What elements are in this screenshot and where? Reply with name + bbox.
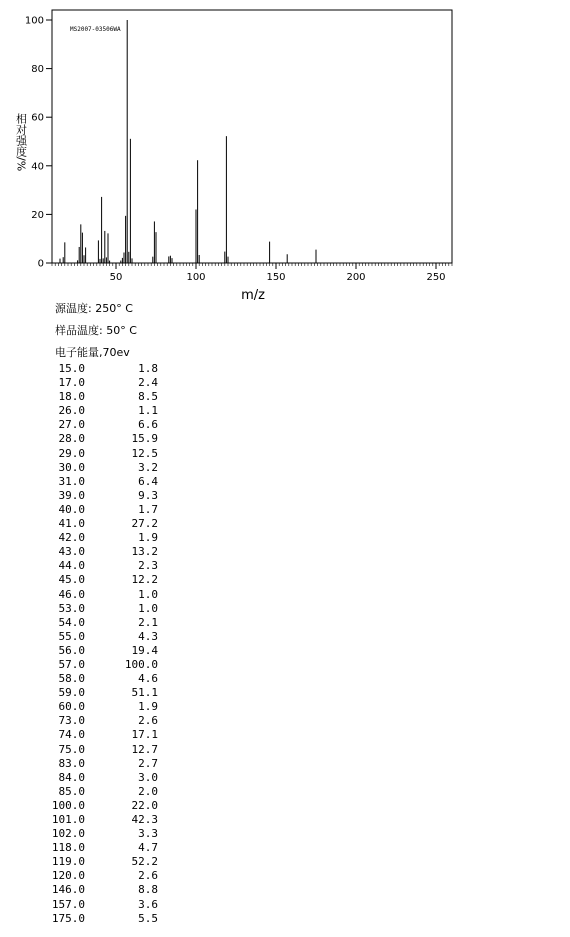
peak-mz-cell: 59.0 (58, 686, 85, 700)
peak-intensity-cell: 1.9 (138, 531, 158, 545)
peak-intensity-cell: 8.5 (138, 390, 158, 404)
peak-mz-cell: 27.0 (58, 418, 85, 432)
table-row (0, 390, 570, 404)
peak-intensity-cell: 2.0 (138, 784, 158, 798)
y-axis-label: 相对强度/% (14, 113, 28, 172)
table-row (0, 404, 570, 418)
table-row (0, 432, 570, 446)
y-tick-label: 100 (24, 15, 44, 27)
source-temperature: 源温度: 250° C (55, 302, 133, 315)
peak-table (0, 362, 570, 926)
peak-mz-cell: 18.0 (58, 390, 85, 404)
x-axis-ticks (110, 263, 446, 283)
peak-mz-cell: 120.0 (51, 869, 85, 883)
peak-intensity-cell: 52.2 (131, 855, 158, 869)
mass-spectrum-chart (0, 0, 570, 305)
table-row (0, 912, 570, 926)
peak-mz-cell: 75.0 (58, 742, 85, 756)
peak-intensity-cell: 1.0 (138, 601, 158, 615)
peak-mz-cell: 45.0 (58, 573, 85, 587)
table-row (0, 869, 570, 883)
peak-intensity-cell: 8.8 (138, 883, 158, 897)
peak-intensity-cell: 1.0 (138, 587, 158, 601)
peak-mz-cell: 60.0 (58, 700, 85, 714)
peak-mz-cell: 74.0 (58, 728, 85, 742)
peak-mz-cell: 40.0 (58, 502, 85, 516)
peak-mz-cell: 175.0 (51, 911, 85, 925)
peak-mz-cell: 102.0 (51, 827, 85, 841)
table-row (0, 531, 570, 545)
table-row (0, 898, 570, 912)
peak-intensity-cell: 6.6 (138, 418, 158, 432)
peak-mz-cell: 119.0 (51, 855, 85, 869)
peak-intensity-cell: 2.1 (138, 615, 158, 629)
table-row (0, 545, 570, 559)
peak-mz-cell: 42.0 (58, 531, 85, 545)
table-row (0, 376, 570, 390)
table-row (0, 728, 570, 742)
sample-temperature: 样品温度: 50° C (55, 324, 137, 337)
peak-intensity-cell: 4.3 (138, 629, 158, 643)
y-axis-ticks (25, 16, 52, 270)
table-row (0, 883, 570, 897)
peak-intensity-cell: 6.4 (138, 474, 158, 488)
y-tick-label: 80 (31, 64, 44, 76)
peak-mz-cell: 58.0 (58, 672, 85, 686)
peak-mz-cell: 100.0 (51, 798, 85, 812)
peak-mz-cell: 28.0 (58, 432, 85, 446)
x-tick-label: 50 (109, 272, 123, 283)
table-row (0, 503, 570, 517)
table-row (0, 700, 570, 714)
peak-intensity-cell: 5.5 (138, 911, 158, 925)
spectrum-id-annotation: MS2007-03506WA (70, 26, 121, 33)
peak-intensity-cell: 4.7 (138, 841, 158, 855)
peak-mz-cell: 31.0 (58, 474, 85, 488)
table-row (0, 644, 570, 658)
peak-intensity-cell: 3.6 (138, 897, 158, 911)
table-row (0, 362, 570, 376)
peak-intensity-cell: 2.6 (138, 869, 158, 883)
peak-intensity-cell: 1.7 (138, 502, 158, 516)
peak-intensity-cell: 13.2 (131, 545, 158, 559)
table-row (0, 602, 570, 616)
plot-frame (52, 10, 452, 263)
table-row (0, 630, 570, 644)
table-row (0, 588, 570, 602)
peak-mz-cell: 157.0 (51, 897, 85, 911)
peak-mz-cell: 30.0 (58, 460, 85, 474)
peak-mz-cell: 57.0 (58, 657, 85, 671)
y-tick-label: 60 (31, 112, 44, 124)
peak-intensity-cell: 9.3 (138, 488, 158, 502)
peak-intensity-cell: 15.9 (131, 432, 158, 446)
peak-intensity-cell: 1.8 (138, 362, 158, 375)
peak-intensity-cell: 2.6 (138, 714, 158, 728)
peak-mz-cell: 29.0 (58, 446, 85, 460)
table-row (0, 517, 570, 531)
table-row (0, 827, 570, 841)
peak-mz-cell: 146.0 (51, 883, 85, 897)
peak-mz-cell: 54.0 (58, 615, 85, 629)
peak-mz-cell: 83.0 (58, 756, 85, 770)
table-row (0, 559, 570, 573)
x-tick-label: 150 (266, 272, 286, 283)
peak-intensity-cell: 3.2 (138, 460, 158, 474)
peak-intensity-cell: 12.2 (131, 573, 158, 587)
table-row (0, 785, 570, 799)
table-row (0, 714, 570, 728)
peak-intensity-cell: 3.3 (138, 827, 158, 841)
table-row (0, 855, 570, 869)
y-tick-label: 40 (31, 161, 44, 173)
peak-mz-cell: 46.0 (58, 587, 85, 601)
y-tick-label: 20 (31, 209, 44, 221)
table-row (0, 672, 570, 686)
peak-intensity-cell: 100.0 (124, 657, 158, 671)
peak-intensity-cell: 1.9 (138, 700, 158, 714)
peak-intensity-cell: 1.1 (138, 404, 158, 418)
table-row (0, 461, 570, 475)
peak-intensity-cell: 27.2 (131, 517, 158, 531)
x-tick-label: 250 (426, 272, 446, 283)
x-tick-label: 100 (186, 272, 206, 283)
table-row (0, 813, 570, 827)
peak-mz-cell: 73.0 (58, 714, 85, 728)
peak-intensity-cell: 2.3 (138, 559, 158, 573)
peak-intensity-cell: 3.0 (138, 770, 158, 784)
electron-energy: 电子能量,70ev (55, 346, 130, 359)
peak-mz-cell: 101.0 (51, 813, 85, 826)
table-row (0, 686, 570, 700)
peak-mz-cell: 118.0 (51, 841, 85, 855)
peak-intensity-cell: 4.6 (138, 672, 158, 686)
peak-mz-cell: 26.0 (58, 404, 85, 418)
peak-mz-cell: 85.0 (58, 784, 85, 798)
peak-intensity-cell: 2.4 (138, 376, 158, 390)
table-row (0, 447, 570, 461)
table-row (0, 841, 570, 855)
peak-intensity-cell: 12.5 (131, 446, 158, 460)
peak-intensity-cell: 19.4 (131, 643, 158, 657)
x-axis-label: m/z (241, 288, 265, 303)
y-tick-label: 0 (37, 258, 44, 270)
peak-mz-cell: 55.0 (58, 629, 85, 643)
peak-mz-cell: 44.0 (58, 559, 85, 573)
table-row (0, 771, 570, 785)
peak-mz-cell: 43.0 (58, 545, 85, 559)
peak-intensity-cell: 51.1 (131, 686, 158, 700)
table-row (0, 616, 570, 630)
table-row (0, 743, 570, 757)
peak-mz-cell: 17.0 (58, 376, 85, 390)
peak-intensity-cell: 17.1 (131, 728, 158, 742)
table-row (0, 757, 570, 771)
x-tick-label: 200 (346, 272, 366, 283)
table-row (0, 573, 570, 587)
peak-mz-cell: 39.0 (58, 488, 85, 502)
peak-mz-cell: 41.0 (58, 517, 85, 531)
table-row (0, 475, 570, 489)
peak-mz-cell: 56.0 (58, 643, 85, 657)
peak-intensity-cell: 22.0 (131, 798, 158, 812)
peak-mz-cell: 15.0 (58, 362, 85, 375)
table-row (0, 418, 570, 432)
table-row (0, 489, 570, 503)
peak-mz-cell: 53.0 (58, 601, 85, 615)
peak-intensity-cell: 2.7 (138, 756, 158, 770)
table-row (0, 799, 570, 813)
peak-bars (60, 20, 316, 263)
peak-intensity-cell: 42.3 (131, 813, 158, 826)
peak-intensity-cell: 12.7 (131, 742, 158, 756)
table-row (0, 658, 570, 672)
peak-mz-cell: 84.0 (58, 770, 85, 784)
